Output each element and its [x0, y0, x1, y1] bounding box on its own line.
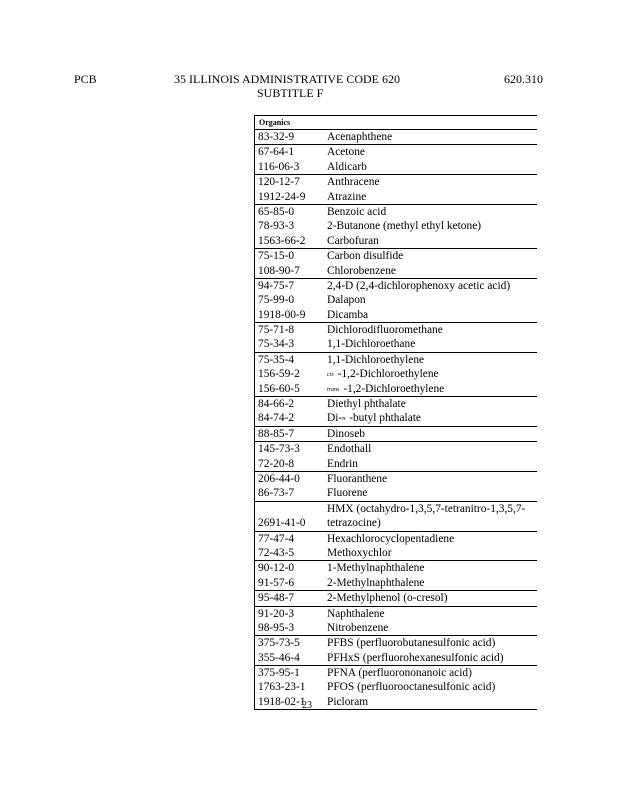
cas-number: 72-43-5 — [258, 546, 295, 559]
chemical-name — [327, 427, 537, 441]
cas-number: 75-71-8 — [258, 324, 295, 337]
table-group — [255, 175, 537, 205]
isomer-prefix: n — [342, 416, 346, 423]
table-row — [255, 502, 537, 531]
table-row — [255, 293, 537, 307]
cas-number: 108-90-7 — [258, 264, 300, 277]
chemical-name — [327, 249, 537, 263]
table-row — [255, 367, 537, 381]
table-row — [255, 576, 537, 590]
organics-table — [254, 115, 537, 710]
name-text: PFOS (perfluorooctanesulfonic acid) — [327, 681, 496, 694]
cas-number: 75-34-3 — [258, 338, 295, 351]
chemical-name — [327, 308, 537, 322]
table-group — [255, 666, 537, 710]
chemical-name — [327, 353, 537, 367]
chemical-name — [327, 532, 537, 546]
chemical-name — [327, 190, 537, 204]
chemical-name — [327, 175, 537, 189]
table-group — [255, 532, 537, 562]
cas-number: 156-60-5 — [258, 382, 300, 395]
table-row — [255, 397, 537, 411]
chemical-name — [327, 591, 537, 605]
name-text: Diethyl phthalate — [327, 398, 406, 411]
table-row — [255, 666, 537, 680]
table-row — [255, 532, 537, 546]
chemical-name — [327, 130, 537, 144]
cas-number: 1912-24-9 — [258, 190, 306, 203]
cas-number: 1563-66-2 — [258, 234, 306, 247]
chemical-name — [327, 145, 537, 159]
page-number: 23 — [302, 700, 312, 711]
table-group — [255, 353, 537, 397]
chemical-name — [327, 651, 537, 665]
chemical-name — [327, 561, 537, 575]
chemical-name — [327, 636, 537, 650]
chemical-name — [327, 234, 537, 248]
name-text: PFBS (perfluorobutanesulfonic acid) — [327, 637, 496, 650]
name-text: Acenaphthene — [327, 131, 393, 143]
chemical-name — [327, 472, 537, 486]
table-group — [255, 442, 537, 472]
table-group — [255, 205, 537, 249]
cas-number: 78-93-3 — [258, 220, 295, 233]
name-text: Methoxychlor — [327, 546, 392, 559]
name-lead: Di- — [327, 412, 343, 425]
table-group — [255, 607, 537, 637]
table-row — [255, 561, 537, 575]
table-row — [255, 680, 537, 694]
chemical-name — [327, 279, 537, 293]
cas-number: 91-57-6 — [258, 576, 295, 589]
name-text: Carbon disulfide — [327, 250, 404, 263]
cas-number: 77-47-4 — [258, 532, 295, 545]
table-row — [255, 323, 537, 337]
chemical-name — [327, 323, 537, 337]
table-row — [255, 190, 537, 204]
header-code-title: 35 ILLINOIS ADMINISTRATIVE CODE 620 — [174, 72, 400, 86]
cas-number: 116-06-3 — [258, 160, 300, 173]
table-row — [255, 279, 537, 293]
table-row — [255, 411, 537, 425]
cas-number: 156-59-2 — [258, 368, 300, 381]
table-group — [255, 427, 537, 442]
chemical-name — [327, 397, 537, 411]
table-row — [255, 546, 537, 560]
chemical-name — [327, 680, 537, 694]
chemical-name — [327, 621, 537, 635]
cas-number: 90-12-0 — [258, 562, 295, 575]
name-text: 2-Butanone (methyl ethyl ketone) — [327, 220, 482, 233]
name-text: 1-Methylnaphthalene — [327, 562, 425, 575]
table-row — [255, 457, 537, 471]
chemical-name — [327, 666, 537, 680]
table-row — [255, 382, 537, 396]
table-row — [255, 234, 537, 248]
chemical-name — [327, 337, 537, 351]
chemical-name — [327, 546, 537, 560]
name-text: 1,1-Dichloroethylene — [327, 353, 425, 366]
table-row — [255, 130, 537, 144]
table-row — [255, 442, 537, 456]
chemical-name — [327, 205, 537, 219]
name-text: 2,4-D (2,4-dichlorophenoxy acetic acid) — [327, 279, 511, 292]
table-row — [255, 205, 537, 219]
cas-number: 95-48-7 — [258, 592, 295, 605]
table-row — [255, 219, 537, 233]
table-group — [255, 130, 537, 145]
cas-number: 72-20-8 — [258, 457, 295, 470]
cas-number: 375-73-5 — [258, 637, 300, 650]
table-row — [255, 353, 537, 367]
name-text: PFNA (perfluorononanoic acid) — [327, 667, 472, 680]
table-row — [255, 145, 537, 159]
table-row — [255, 264, 537, 278]
table-group — [255, 636, 537, 666]
table-group — [255, 502, 537, 532]
table-group — [255, 323, 537, 353]
name-text: Fluoranthene — [327, 472, 388, 485]
table-row — [255, 249, 537, 263]
cas-number: 75-15-0 — [258, 250, 295, 263]
name-text: Benzoic acid — [327, 205, 387, 218]
cas-number: 145-73-3 — [258, 443, 300, 456]
table-row — [255, 175, 537, 189]
table-group — [255, 591, 537, 606]
cas-number: 98-95-3 — [258, 621, 295, 634]
name-text: Dalapon — [327, 294, 366, 307]
chemical-name — [327, 576, 537, 590]
table-row — [255, 486, 537, 500]
table-row — [255, 337, 537, 351]
table-row — [255, 427, 537, 441]
header-agency: PCB — [74, 72, 97, 86]
table-row — [255, 591, 537, 605]
name-text: Endothall — [327, 443, 372, 456]
name-text: -butyl phthalate — [349, 412, 421, 425]
chemical-name — [327, 367, 537, 382]
cas-number: 75-35-4 — [258, 353, 295, 366]
name-text: Anthracene — [327, 176, 380, 189]
name-text: 1,1-Dichloroethane — [327, 338, 416, 351]
name-text: 2-Methylphenol (o-cresol) — [327, 592, 448, 605]
chemical-name — [327, 486, 537, 500]
cas-number: 86-73-7 — [258, 487, 295, 500]
table-row — [255, 651, 537, 665]
table-row — [255, 695, 537, 709]
name-text: Nitrobenzene — [327, 621, 389, 634]
name-text: Dicamba — [327, 308, 369, 321]
chemical-name — [327, 293, 537, 307]
chemical-name — [327, 502, 527, 531]
chemical-name — [327, 160, 537, 174]
table-row — [255, 636, 537, 650]
chemical-name — [327, 382, 537, 397]
chemical-name — [327, 607, 537, 621]
header-section-number: 620.310 — [504, 72, 543, 86]
cas-number: 206-44-0 — [258, 472, 300, 485]
name-text: Chlorobenzene — [327, 264, 396, 277]
table-group — [255, 472, 537, 502]
cas-number: 1763-23-1 — [258, 681, 306, 694]
table-row — [255, 607, 537, 621]
table-heading: Organics — [255, 115, 537, 130]
cas-number: 88-85-7 — [258, 427, 295, 440]
table-body — [255, 130, 537, 710]
cas-number: 84-66-2 — [258, 398, 295, 411]
name-text: -1,2-Dichloroethylene — [343, 382, 445, 395]
name-text: Naphthalene — [327, 607, 385, 620]
cas-number: 84-74-2 — [258, 412, 295, 425]
name-text: PFHxS (perfluorohexanesulfonic acid) — [327, 651, 504, 664]
name-text: Dichlorodifluoromethane — [327, 324, 443, 337]
cas-number: 75-99-0 — [258, 294, 295, 307]
name-text: Dinoseb — [327, 427, 365, 440]
table-group — [255, 561, 537, 591]
cas-number: 1918-00-9 — [258, 308, 306, 321]
table-group — [255, 279, 537, 323]
name-text: Acetone — [327, 146, 365, 159]
name-text: Endrin — [327, 457, 359, 470]
name-text: Picloram — [327, 695, 369, 708]
name-text: -1,2-Dichloroethylene — [337, 368, 439, 381]
chemical-name — [327, 264, 537, 278]
isomer-prefix: cis — [327, 372, 334, 379]
cas-number: 91-20-3 — [258, 607, 295, 620]
header-subtitle: SUBTITLE F — [257, 86, 324, 100]
chemical-name — [327, 411, 537, 426]
cas-number: 1918-02-1 — [258, 695, 306, 708]
chemical-name — [327, 695, 537, 709]
name-text: Fluorene — [327, 487, 368, 500]
name-text: Aldicarb — [327, 160, 367, 173]
cas-number: 2691-41-0 — [258, 517, 306, 530]
name-text: Hexachlorocyclopentadiene — [327, 532, 455, 545]
table-row — [255, 308, 537, 322]
table-group — [255, 249, 537, 279]
name-text: HMX (octahydro-1,3,5,7-tetranitro-1,3,5,7-tetrazocine) — [327, 502, 526, 530]
table-group — [255, 145, 537, 175]
table-row — [255, 160, 537, 174]
cas-number: 355-46-4 — [258, 651, 300, 664]
chemical-name — [327, 219, 537, 233]
cas-number: 94-75-7 — [258, 279, 295, 292]
table-row — [255, 621, 537, 635]
cas-number: 65-85-0 — [258, 205, 295, 218]
cas-number: 375-95-1 — [258, 667, 300, 680]
isomer-prefix: trans — [327, 386, 340, 393]
chemical-name — [327, 457, 537, 471]
name-text: Carbofuran — [327, 234, 379, 247]
name-text: Atrazine — [327, 190, 367, 203]
table-row — [255, 472, 537, 486]
cas-number: 120-12-7 — [258, 176, 300, 189]
table-group — [255, 397, 537, 427]
name-text: 2-Methylnaphthalene — [327, 576, 425, 589]
cas-number: 83-32-9 — [258, 131, 295, 143]
chemical-name — [327, 442, 537, 456]
cas-number: 67-64-1 — [258, 146, 295, 159]
